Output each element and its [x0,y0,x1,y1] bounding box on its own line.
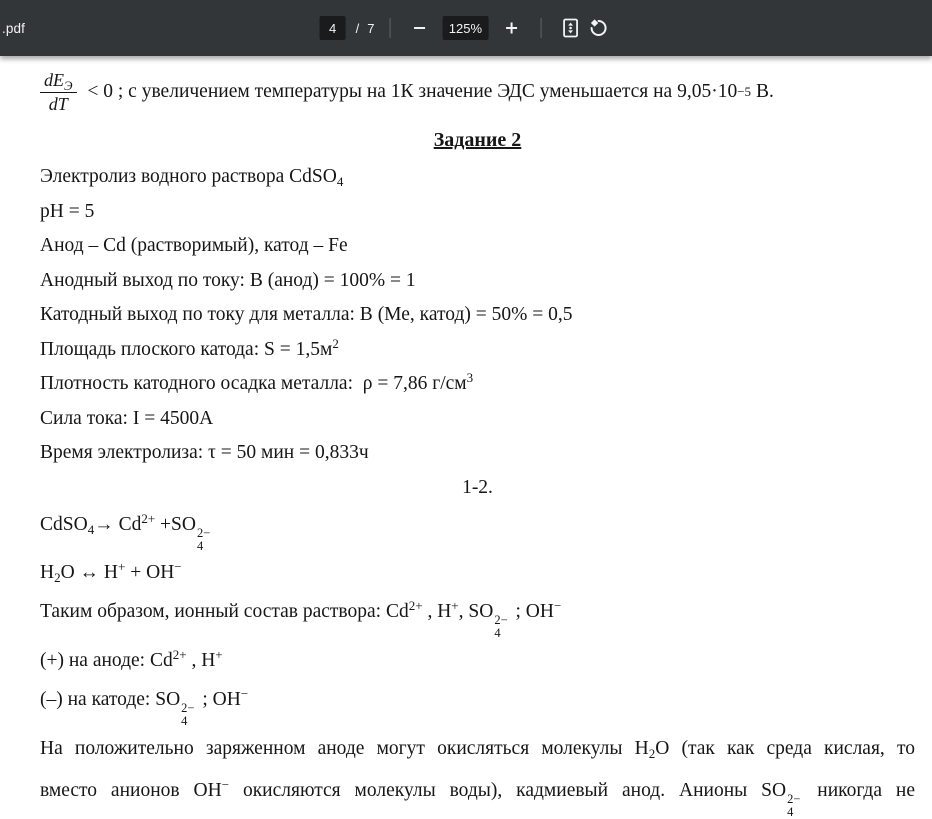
zoom-in-icon [503,20,519,36]
doc-line: Анод – Cd (растворимый), катод – Fe [40,235,348,256]
fit-to-page-icon [558,16,582,40]
doc-line: На положительно заряженном аноде могут окисляться молекулы $H_2O$ (так как среда кислая, то [40,737,915,761]
filename-label: .pdf [2,20,25,36]
fit-to-page-button[interactable] [556,14,584,42]
zoom-in-button[interactable] [497,14,525,42]
stacked-script: 2− 4 [196,526,211,554]
doc-line: Задание 2 [433,129,522,151]
zoom-out-icon [411,20,427,36]
rotate-button[interactable] [584,14,612,42]
doc-line: (–) на катоде: SO 2− 4 ; OH− [40,685,249,728]
doc-line: 1-2. [462,476,493,498]
doc-line: $H_2O$ ↔ H+ + OH− [40,559,182,586]
page-count-label: 7 [367,20,375,36]
doc-line: Таким образом, ионный состав раствора: $Cd^{2+}$ , H+, SO 2− 4 ; OH− [40,598,562,641]
doc-line: $\frac{dE_Э}{dT}$ < 0 ; с увеличением температуры на 1К значение ЭДС уменьшается на 9,05·10 −5 В. [40,64,915,120]
stacked-script: 2− 4 [494,613,508,641]
doc-line: Катодный выход по току для металла: В (Ме, катод) = 50% = 0,5 [40,304,573,325]
doc-line: вместо анионов OH− окисляются молекулы воды), кадмиевый анод. Анионы SO 2− 4 никогда не [40,776,916,819]
doc-line: Время электролиза: τ = 50 мин = 0,833ч [40,442,369,463]
toolbar-divider [540,18,541,38]
toolbar-divider [389,18,390,38]
toolbar-controls [320,0,613,56]
doc-line: (+) на аноде: $Cd^{2+}$ , H+ [40,646,223,671]
stacked-script: 2− 4 [181,700,195,728]
doc-line: Площадь плоского катода: $S = 1,5м^2$ [40,335,339,360]
doc-line: CdSO$_4$→ $Cd^{2+} +SO$ 2− 4 [40,511,211,554]
zoom-level-value: 125% [448,20,483,36]
page-number-input[interactable] [320,16,346,40]
zoom-level-display[interactable] [442,16,488,40]
doc-line: Анодный выход по току: В (анод) = 100% = 1 [40,269,416,291]
doc-line: pH = 5 [40,200,95,222]
fraction: $\frac{dE_Э}{dT}$ [40,70,77,114]
rotate-counterclockwise-icon [586,16,610,40]
doc-line: Плотность катодного осадка металла: ρ = 7,86 $г/см^3$ [40,370,474,394]
zoom-out-button[interactable] [405,14,433,42]
page-separator: / [355,20,360,36]
stacked-script: 2− 4 [787,791,801,819]
pdf-page [0,56,932,819]
pdf-toolbar [0,0,932,56]
doc-line: Сила тока: I = 4500А [40,407,214,429]
doc-line: Электролиз водного раствора CdSO$_4$ [40,166,344,189]
